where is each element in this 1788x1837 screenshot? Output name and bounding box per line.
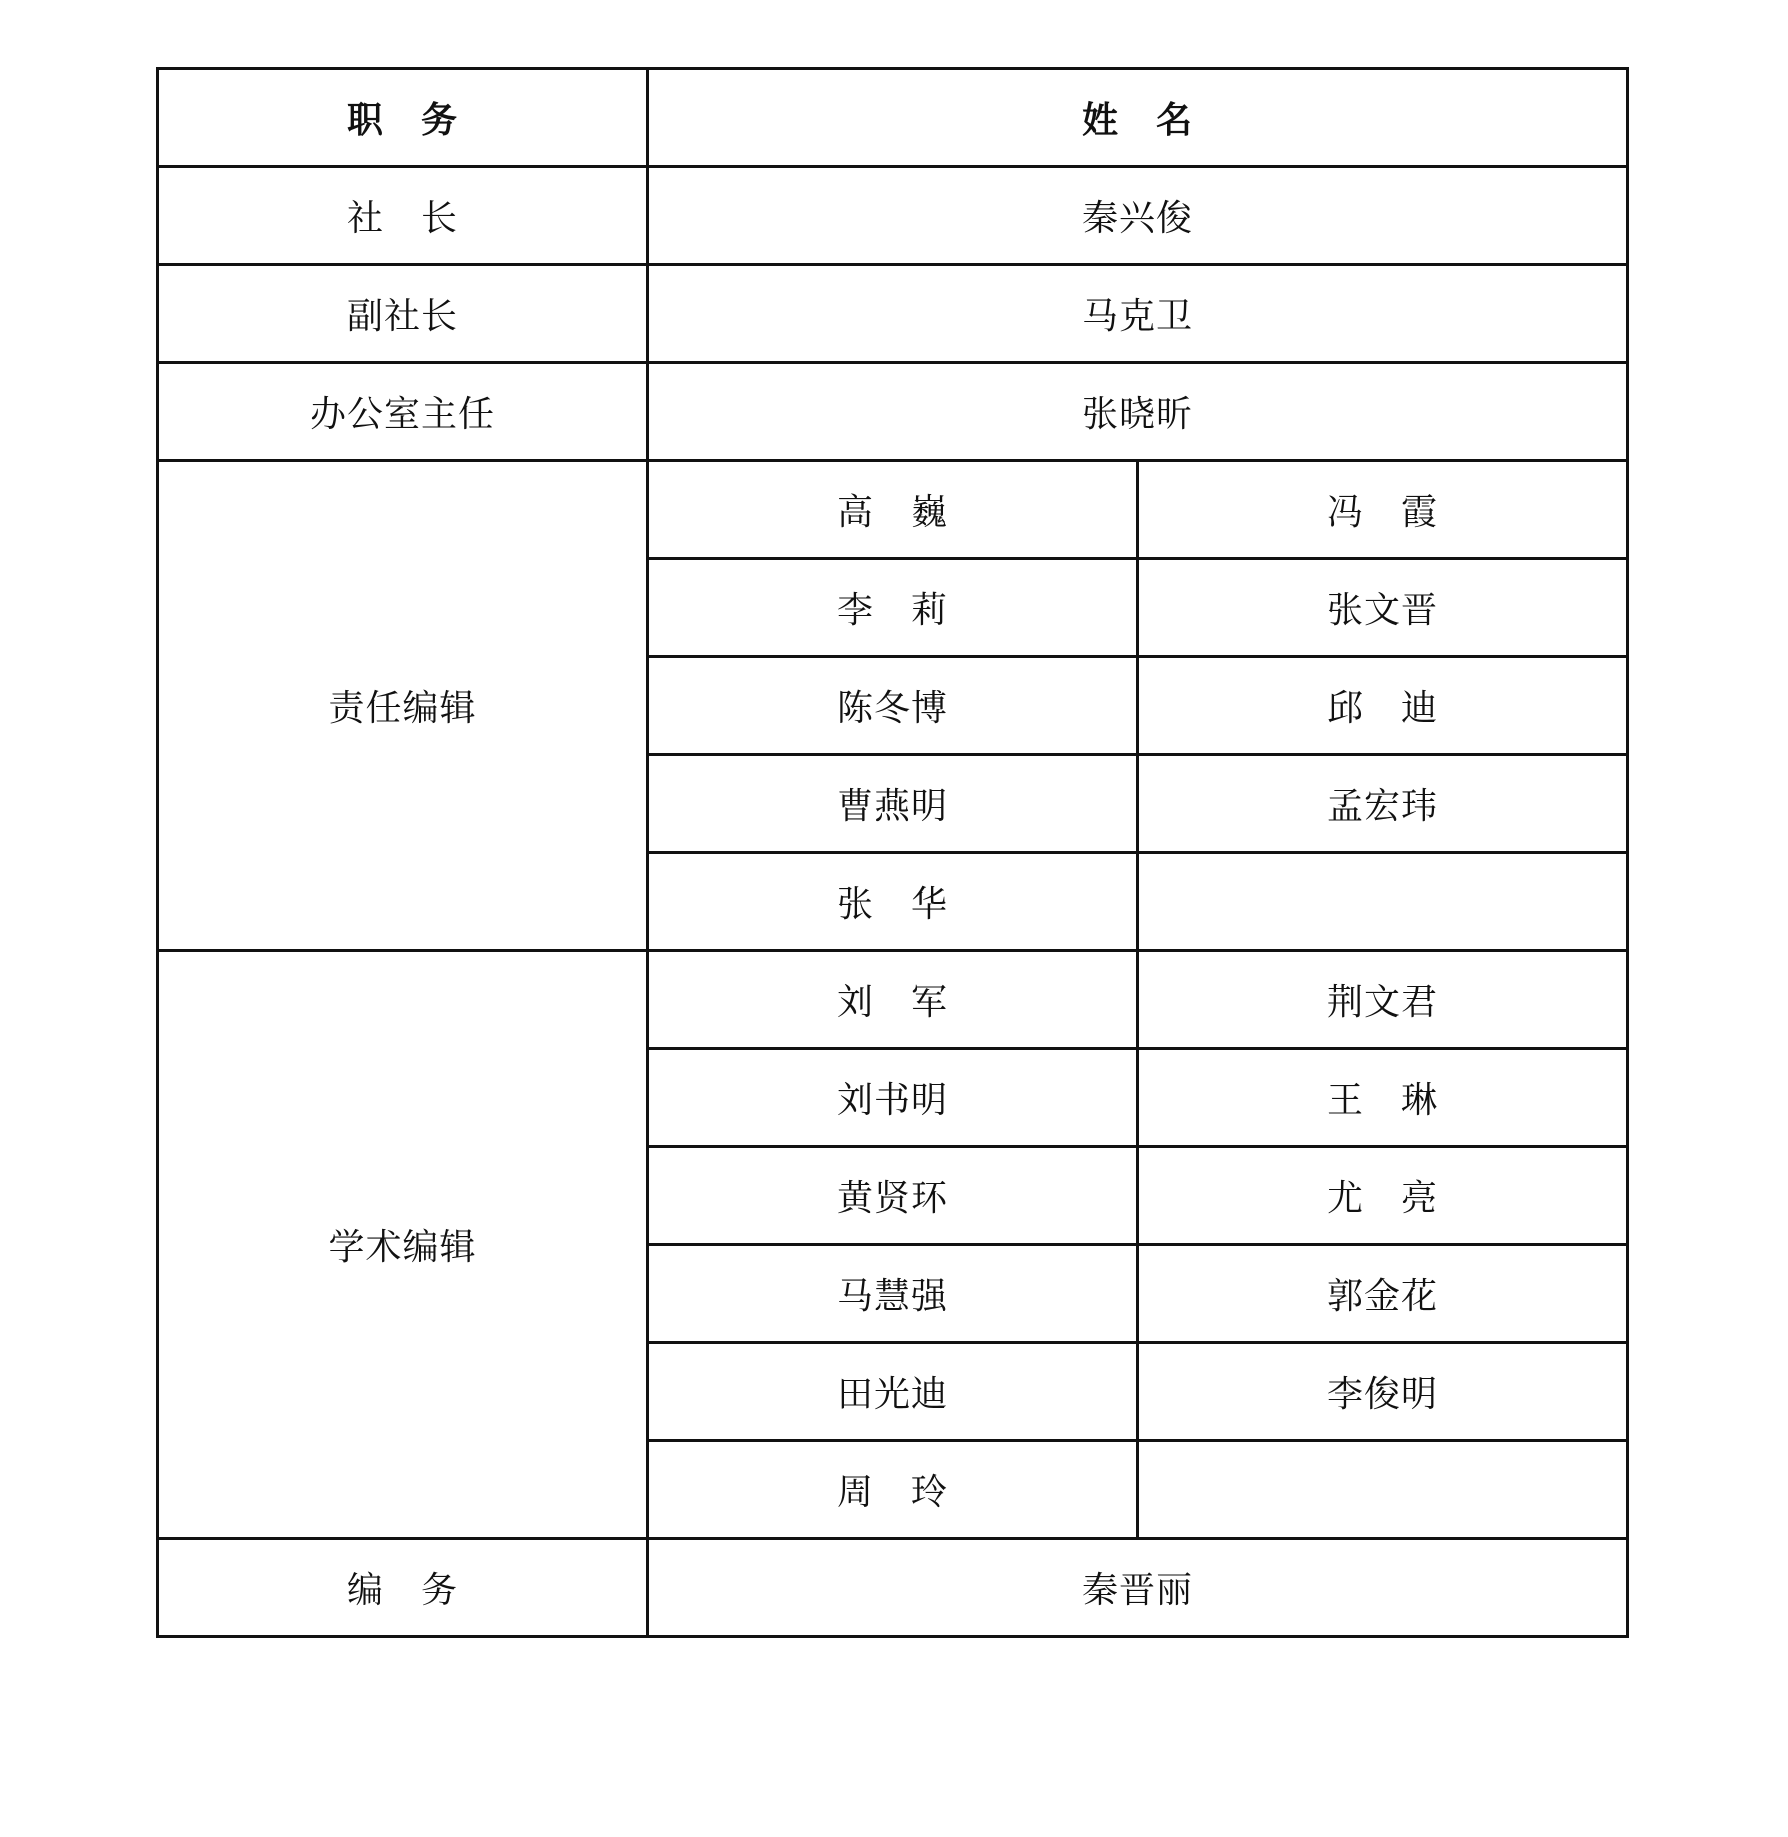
role-cell: 编 务: [158, 1539, 648, 1637]
name-cell: 张文晋: [1138, 559, 1628, 657]
name-cell: 高 巍: [648, 461, 1138, 559]
name-cell: 张晓昕: [648, 363, 1628, 461]
name-cell: 秦晋丽: [648, 1539, 1628, 1637]
staff-table: [156, 67, 1629, 1638]
name-cell: 冯 霞: [1138, 461, 1628, 559]
name-cell: [1138, 1441, 1628, 1539]
name-cell: 马慧强: [648, 1245, 1138, 1343]
role-cell: 责任编辑: [158, 461, 648, 951]
name-cell: 孟宏玮: [1138, 755, 1628, 853]
role-cell: 学术编辑: [158, 951, 648, 1539]
name-cell: 王 琳: [1138, 1049, 1628, 1147]
name-cell: 马克卫: [648, 265, 1628, 363]
name-cell: 刘书明: [648, 1049, 1138, 1147]
role-cell: 社 长: [158, 167, 648, 265]
name-cell: 秦兴俊: [648, 167, 1628, 265]
name-cell: 张 华: [648, 853, 1138, 951]
table-row: [158, 461, 1628, 559]
header-row: [158, 69, 1628, 167]
name-cell: 邱 迪: [1138, 657, 1628, 755]
name-cell: 陈冬博: [648, 657, 1138, 755]
name-cell: 黄贤环: [648, 1147, 1138, 1245]
table-row: [158, 951, 1628, 1049]
name-cell: 郭金花: [1138, 1245, 1628, 1343]
role-cell: 办公室主任: [158, 363, 648, 461]
name-column-header: 姓 名: [648, 69, 1628, 167]
table-row: [158, 167, 1628, 265]
table-row: [158, 265, 1628, 363]
name-cell: 尤 亮: [1138, 1147, 1628, 1245]
name-cell: 李 莉: [648, 559, 1138, 657]
name-cell: 李俊明: [1138, 1343, 1628, 1441]
name-cell: 刘 军: [648, 951, 1138, 1049]
name-cell: 曹燕明: [648, 755, 1138, 853]
name-cell: [1138, 853, 1628, 951]
table-row: [158, 363, 1628, 461]
role-cell: 副社长: [158, 265, 648, 363]
name-cell: 田光迪: [648, 1343, 1138, 1441]
role-column-header: 职 务: [158, 69, 648, 167]
name-cell: 荆文君: [1138, 951, 1628, 1049]
name-cell: 周 玲: [648, 1441, 1138, 1539]
table-row: [158, 1539, 1628, 1637]
